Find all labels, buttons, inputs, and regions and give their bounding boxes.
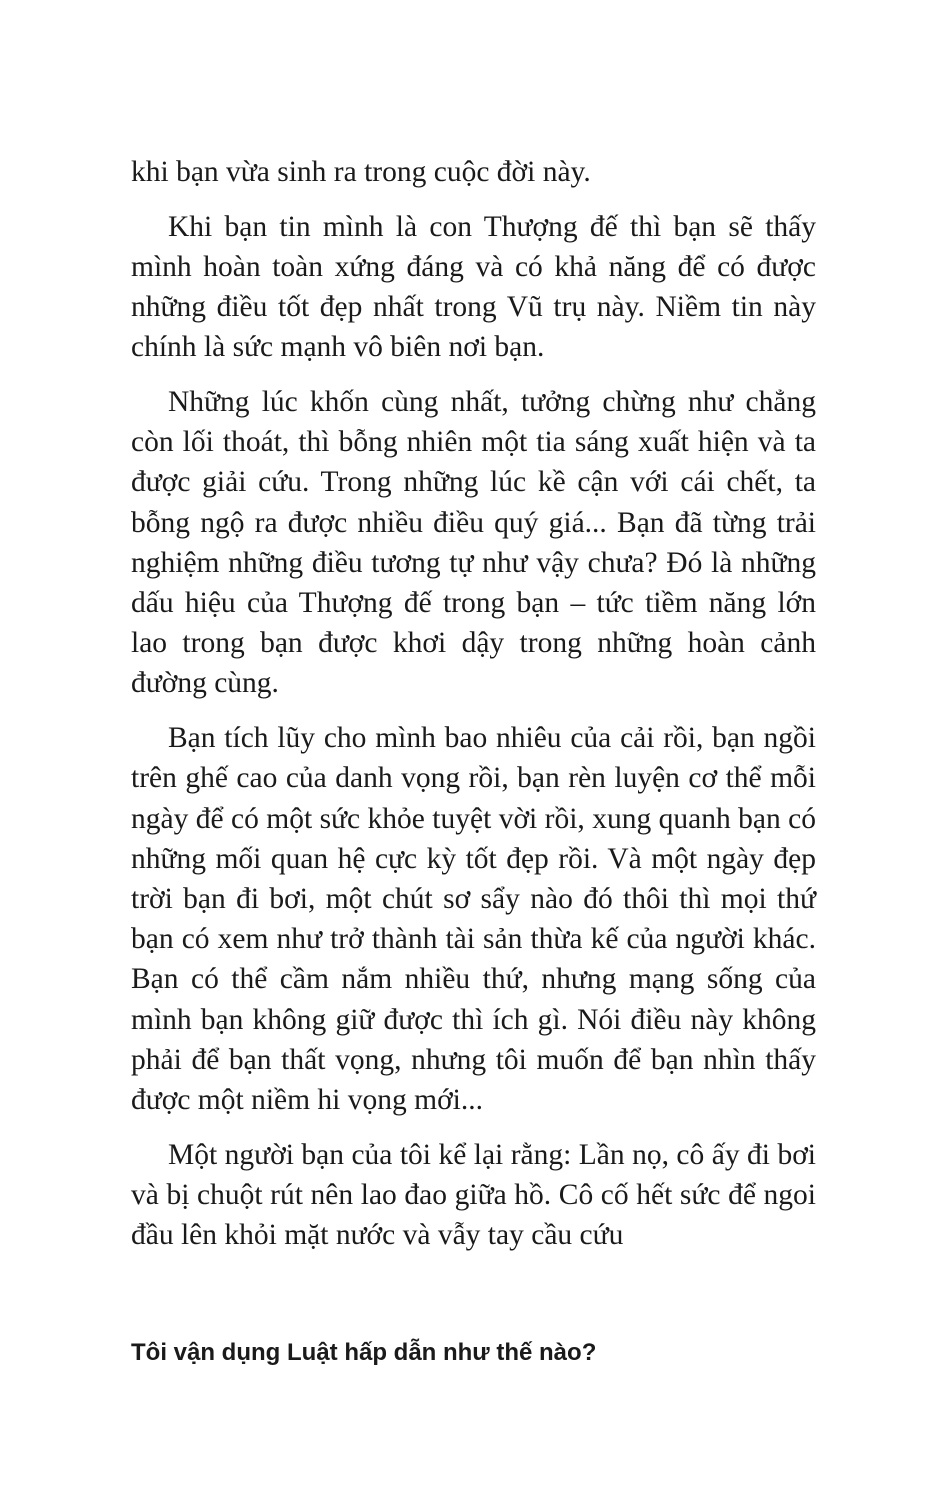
body-text	[131, 152, 816, 1270]
paragraph-continuation: khi bạn vừa sinh ra trong cuộc đời này.	[131, 156, 591, 188]
running-footer-title: Tôi vận dụng Luật hấp dẫn như thế nào?	[131, 1339, 597, 1366]
paragraph: Những lúc khốn cùng nhất, tưởng chừng như chẳng còn lối thoát, thì bỗng nhiên một tia sáng xuất hiện và ta được giải cứu. Trong những lúc kề cận với cái chết, ta bỗng ngộ ra được nhiều điều quý giá... Bạn đã từng trải nghiệm những điều tương tự như vậy chưa? Đó là những dấu hiệu của Thượng đế trong bạn – tức tiềm năng lớn lao trong bạn được khơi dậy trong những hoàn cảnh đường cùng.	[131, 386, 816, 700]
paragraph: Khi bạn tin mình là con Thượng đế thì bạn sẽ thấy mình hoàn toàn xứng đáng và có khả năng để có được những điều tốt đẹp nhất trong Vũ trụ này. Niềm tin này chính là sức mạnh vô biên nơi bạn.	[131, 210, 816, 364]
paragraph: Bạn tích lũy cho mình bao nhiêu của cải rồi, bạn ngồi trên ghế cao của danh vọng rồi, bạn rèn luyện cơ thể mỗi ngày để có một sức khỏe tuyệt vời rồi, xung quanh bạn có những mối quan hệ cực kỳ tốt đẹp rồi. Và một ngày đẹp trời bạn đi bơi, một chút sơ sẩy nào đó thôi thì mọi thứ bạn có xem như trở thành tài sản thừa kế của người khác. Bạn có thể cầm nắm nhiều thứ, nhưng mạng sống của mình bạn không giữ được thì ích gì. Nói điều này không phải để bạn thất vọng, nhưng tôi muốn để bạn nhìn thấy được một niềm hi vọng mới...	[131, 722, 816, 1116]
paragraph: Một người bạn của tôi kể lại rằng: Lần nọ, cô ấy đi bơi và bị chuột rút nên lao đao giữa hồ. Cô cố hết sức để ngoi đầu lên khỏi mặt nước và vẫy tay cầu cứu	[131, 1138, 816, 1252]
